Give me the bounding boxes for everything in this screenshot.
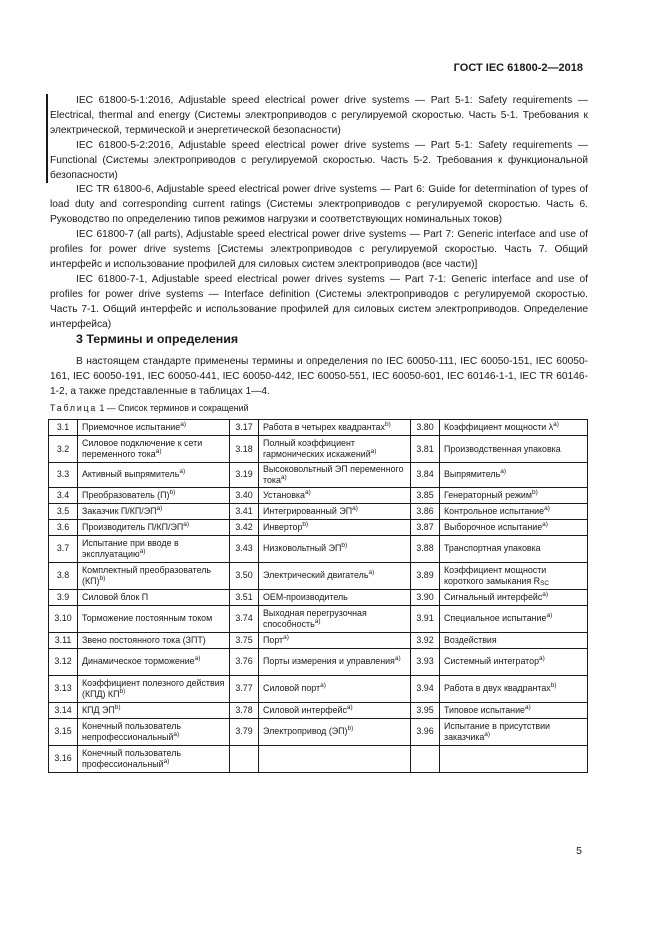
term-name xyxy=(440,463,588,488)
term-number: 3.80 xyxy=(411,420,440,436)
table-row xyxy=(49,648,588,675)
term-text: Преобразователь (П) xyxy=(82,489,170,500)
term-name xyxy=(440,718,588,745)
term-number xyxy=(411,745,440,772)
footnote-mark: b) xyxy=(99,574,106,582)
footnote-mark: a) xyxy=(544,504,550,512)
table-caption-label: Таблица xyxy=(50,403,98,413)
term-text: Полный коэффициент гармонических искажений xyxy=(263,438,371,459)
term-number: 3.43 xyxy=(230,535,259,562)
term-name xyxy=(259,648,411,675)
term-name xyxy=(440,487,588,503)
term-text: Генераторный режим xyxy=(444,489,532,500)
term-number: 3.16 xyxy=(49,745,78,772)
table-row xyxy=(49,535,588,562)
term-number: 3.85 xyxy=(411,487,440,503)
footnote-mark: a) xyxy=(500,468,506,476)
footnote-mark: a) xyxy=(179,468,186,476)
term-number: 3.77 xyxy=(230,675,259,702)
term-text: Электрический двигатель xyxy=(263,570,369,581)
term-name xyxy=(440,702,588,718)
table-row xyxy=(49,436,588,463)
term-name xyxy=(78,535,230,562)
normative-references xyxy=(50,94,588,333)
term-name xyxy=(78,420,230,436)
term-name xyxy=(440,675,588,702)
footnote-mark: a) xyxy=(163,757,170,765)
term-number: 3.11 xyxy=(49,632,78,648)
term-text: Работа в четырех квадрантах xyxy=(263,422,385,433)
term-text: Производственная упаковка xyxy=(444,443,561,454)
term-number: 3.90 xyxy=(411,589,440,605)
footnote-mark: a) xyxy=(394,655,401,663)
term-number: 3.93 xyxy=(411,648,440,675)
table-row xyxy=(49,632,588,648)
table-row xyxy=(49,702,588,718)
term-text: Коэффициент полезного действия (КПД) КП xyxy=(82,677,225,699)
footnote-mark: a) xyxy=(320,682,326,690)
term-number: 3.75 xyxy=(230,632,259,648)
term-number: 3.79 xyxy=(230,718,259,745)
document-header: ГОСТ IEC 61800-2—2018 xyxy=(453,62,583,74)
term-text: Контрольное испытание xyxy=(444,505,545,516)
footnote-mark: b) xyxy=(384,421,391,429)
footnote-mark: a) xyxy=(553,421,559,429)
term-text: Торможение постоянным током xyxy=(82,613,213,624)
term-name xyxy=(259,436,411,463)
footnote-mark: a) xyxy=(346,703,353,711)
term-number: 3.92 xyxy=(411,632,440,648)
term-name xyxy=(78,745,230,772)
term-name xyxy=(78,463,230,488)
term-text: Приемочное испытание xyxy=(82,422,181,433)
term-number: 3.9 xyxy=(49,589,78,605)
footnote-mark: a) xyxy=(314,617,321,625)
term-number: 3.89 xyxy=(411,562,440,589)
table-row xyxy=(49,745,588,772)
term-text: Выпрямитель xyxy=(444,469,501,480)
table-row xyxy=(49,718,588,745)
term-text: Производитель П/КП/ЭП xyxy=(82,521,184,532)
term-number: 3.86 xyxy=(411,503,440,519)
table-row xyxy=(49,487,588,503)
term-text: Активный выпрямитель xyxy=(82,469,180,480)
term-name xyxy=(440,589,588,605)
term-name xyxy=(440,420,588,436)
term-text: Специальное испытание xyxy=(444,613,547,624)
term-name xyxy=(259,745,411,772)
term-text: Испытание в присутствии заказчика xyxy=(444,720,551,742)
footnote-mark: a) xyxy=(173,730,180,738)
term-name xyxy=(78,562,230,589)
terms-table xyxy=(48,419,588,773)
term-name xyxy=(440,745,588,772)
term-name xyxy=(440,436,588,463)
term-text: Транспортная упаковка xyxy=(444,543,541,554)
term-number: 3.87 xyxy=(411,519,440,535)
table-row xyxy=(49,562,588,589)
term-number: 3.91 xyxy=(411,605,440,632)
footnote-mark: b) xyxy=(341,542,348,550)
footnote-mark: b) xyxy=(119,687,126,695)
footnote-mark: a) xyxy=(542,520,548,528)
term-name xyxy=(259,535,411,562)
term-number: 3.95 xyxy=(411,702,440,718)
term-number: 3.14 xyxy=(49,702,78,718)
term-number: 3.78 xyxy=(230,702,259,718)
term-number: 3.84 xyxy=(411,463,440,488)
term-text: Сигнальный интерфейс xyxy=(444,591,543,602)
term-text: Системный интегратор xyxy=(444,656,540,667)
term-number: 3.7 xyxy=(49,535,78,562)
reference-item: IEC 61800-7-1, Adjustable speed electrical power drives systems — Part 7-1: Generic interface and use of profiles for power drive systems — Interface definition (Системы электроприводов с регулируемой скоростью. Часть 7-1. Общий интерфейс и использование профилей для силовых систем электроприводов. Определение интерфейса) xyxy=(50,273,588,330)
footnote-mark: a) xyxy=(283,633,289,641)
term-name xyxy=(78,487,230,503)
term-name xyxy=(259,718,411,745)
term-number: 3.88 xyxy=(411,535,440,562)
term-number: 3.94 xyxy=(411,675,440,702)
term-text: Порт xyxy=(263,634,284,645)
footnote-mark: a) xyxy=(370,448,377,455)
table-row xyxy=(49,675,588,702)
footnote-mark: a) xyxy=(484,730,491,738)
term-number: 3.81 xyxy=(411,436,440,463)
term-name xyxy=(259,589,411,605)
term-number: 3.96 xyxy=(411,718,440,745)
term-text: Силовой блок П xyxy=(82,591,149,602)
term-name xyxy=(78,648,230,675)
term-name xyxy=(259,605,411,632)
term-number: 3.41 xyxy=(230,503,259,519)
table-row xyxy=(49,463,588,488)
footnote-mark: a) xyxy=(542,590,549,598)
footnote-mark: a) xyxy=(539,655,545,663)
footnote-mark: b) xyxy=(302,520,309,528)
term-name xyxy=(259,420,411,436)
term-text: Инвертор xyxy=(263,521,303,532)
term-name xyxy=(259,675,411,702)
footnote-mark: b) xyxy=(531,488,538,496)
term-text: Звено постоянного тока (ЗПТ) xyxy=(82,634,206,645)
term-number: 3.17 xyxy=(230,420,259,436)
term-name xyxy=(259,487,411,503)
term-text: Конечный пользователь непрофессиональный xyxy=(82,720,181,742)
term-number: 3.76 xyxy=(230,648,259,675)
term-name xyxy=(440,648,588,675)
term-number: 3.5 xyxy=(49,503,78,519)
term-text: Порты измерения и управления xyxy=(263,656,395,667)
term-name xyxy=(259,519,411,535)
term-number: 3.8 xyxy=(49,562,78,589)
term-text: Конечный пользователь профессиональный xyxy=(82,747,181,769)
reference-item: IEC 61800-5-1:2016, Adjustable speed electrical power drive systems — Part 5-1: Safety requirements — Electrical, thermal and energy (Системы электроприводов с регулируемой скоростью. Часть 5-1. Требования к электрической, термической и энергетической безопасности) xyxy=(46,94,588,139)
term-name xyxy=(440,562,588,589)
term-text: Воздействия xyxy=(444,634,497,645)
term-name xyxy=(440,605,588,632)
term-number xyxy=(230,745,259,772)
term-name xyxy=(78,632,230,648)
term-text: Комплектный преобразователь (КП) xyxy=(82,564,212,586)
term-subscript: SC xyxy=(540,579,550,587)
table-caption-number: 1 xyxy=(99,403,105,413)
footnote-mark: a) xyxy=(155,448,162,455)
term-name xyxy=(78,436,230,463)
term-name xyxy=(78,519,230,535)
footnote-mark: a) xyxy=(304,488,311,496)
footnote-mark: a) xyxy=(156,504,163,512)
term-text: Силовое подключение к сети переменного тока xyxy=(82,438,203,459)
table-row xyxy=(49,589,588,605)
reference-item: IEC TR 61800-6, Adjustable speed electrical power drive systems — Part 6: Guide for determination of types of load duty and corresponding current ratings (Системы электроприводов с регулируемой скоростью. Часть 6. Руководство по определению типов режимов нагрузки и соответствующих номинальных токов) xyxy=(50,184,588,226)
term-number: 3.74 xyxy=(230,605,259,632)
term-text: Работа в двух квадрантах xyxy=(444,683,551,694)
term-name xyxy=(78,605,230,632)
term-text: Выходная перегрузочная способность xyxy=(263,607,367,629)
term-name xyxy=(259,463,411,488)
footnote-mark: a) xyxy=(368,569,375,577)
footnote-mark: a) xyxy=(546,612,553,620)
term-text: Силовой интерфейс xyxy=(263,704,347,715)
term-text: Коэффициент мощности λ xyxy=(444,422,554,433)
term-text: Высоковольтный ЭП переменного тока xyxy=(263,464,404,485)
term-name xyxy=(259,503,411,519)
term-name xyxy=(78,675,230,702)
term-name xyxy=(259,562,411,589)
term-number: 3.13 xyxy=(49,675,78,702)
intro-paragraph: В настоящем стандарте применены термины и определения по IEC 60050-111, IEC 60050-151, IEC 60050-161, IEC 60050-191, IEC 60050-441, IEC 60050-442, IEC 60050-551, IEC 60050-601, IEC 60146-1-1, IEC TR 60146-1-2, а также представленные в таблицах 1—4. xyxy=(50,356,588,397)
section-title: 3 Термины и определения xyxy=(76,332,239,346)
term-text: Заказчик П/КП/ЭП xyxy=(82,505,157,516)
term-number: 3.2 xyxy=(49,436,78,463)
term-text: Установка xyxy=(263,489,305,500)
table-row xyxy=(49,503,588,519)
footnote-mark: b) xyxy=(347,725,354,733)
term-name xyxy=(78,589,230,605)
footnote-mark: a) xyxy=(524,703,531,711)
table-caption xyxy=(50,403,249,413)
term-name xyxy=(440,519,588,535)
term-text: Коэффициент мощности короткого замыкания R xyxy=(444,564,547,586)
term-name xyxy=(440,632,588,648)
term-number: 3.3 xyxy=(49,463,78,488)
term-name xyxy=(78,702,230,718)
term-number: 3.19 xyxy=(230,463,259,488)
term-number: 3.1 xyxy=(49,420,78,436)
table-row xyxy=(49,519,588,535)
reference-item: IEC 61800-5-2:2016, Adjustable speed electrical power drive systems — Part 5-1: Safety requirements — Functional (Системы электроприводов с регулируемой скоростью. Часть 5-2. Требования к функциональной безопасности) xyxy=(46,139,588,184)
term-name xyxy=(78,503,230,519)
term-number: 3.50 xyxy=(230,562,259,589)
footnote-mark: b) xyxy=(550,682,557,690)
term-text: Типовое испытание xyxy=(444,704,525,715)
table-row xyxy=(49,605,588,632)
term-name xyxy=(259,632,411,648)
term-number: 3.40 xyxy=(230,487,259,503)
term-number: 3.12 xyxy=(49,648,78,675)
term-text: Интегрированный ЭП xyxy=(263,505,353,516)
term-number: 3.18 xyxy=(230,436,259,463)
footnote-mark: a) xyxy=(280,473,287,481)
term-text: Силовой порт xyxy=(263,683,321,694)
page-number: 5 xyxy=(576,845,582,857)
term-text: ОЕМ-производитель xyxy=(263,591,348,602)
term-number: 3.6 xyxy=(49,519,78,535)
term-number: 3.4 xyxy=(49,487,78,503)
footnote-mark: b) xyxy=(169,488,176,496)
term-text: КПД ЭП xyxy=(82,704,115,715)
footnote-mark: b) xyxy=(114,703,121,711)
term-number: 3.15 xyxy=(49,718,78,745)
term-name xyxy=(440,535,588,562)
reference-item: IEC 61800-7 (all parts), Adjustable speed electrical power drive systems — Part 7: Generic interface and use of profiles for power drive systems [Системы электроприводов с регулируемой скоростью. Часть 7. Общий интерфейс и использование профилей для силовых систем электроприводов (все части)] xyxy=(50,229,588,270)
footnote-mark: a) xyxy=(180,421,186,429)
term-name xyxy=(259,702,411,718)
footnote-mark: a) xyxy=(194,655,201,663)
footnote-mark: a) xyxy=(139,547,146,555)
term-name xyxy=(78,718,230,745)
term-number: 3.10 xyxy=(49,605,78,632)
footnote-mark: a) xyxy=(183,520,190,528)
term-text: Электропривод (ЭП) xyxy=(263,726,348,737)
term-name xyxy=(440,503,588,519)
term-number: 3.51 xyxy=(230,589,259,605)
table-caption-text: — Список терминов и сокращений xyxy=(104,403,249,413)
term-text: Низковольтный ЭП xyxy=(263,543,342,554)
term-number: 3.42 xyxy=(230,519,259,535)
table-row xyxy=(49,420,588,436)
term-text: Выборочное испытание xyxy=(444,521,543,532)
term-text: Испытание при вводе в эксплуатацию xyxy=(82,537,179,559)
footnote-mark: a) xyxy=(352,504,358,512)
term-text: Динамическое торможение xyxy=(82,656,195,667)
